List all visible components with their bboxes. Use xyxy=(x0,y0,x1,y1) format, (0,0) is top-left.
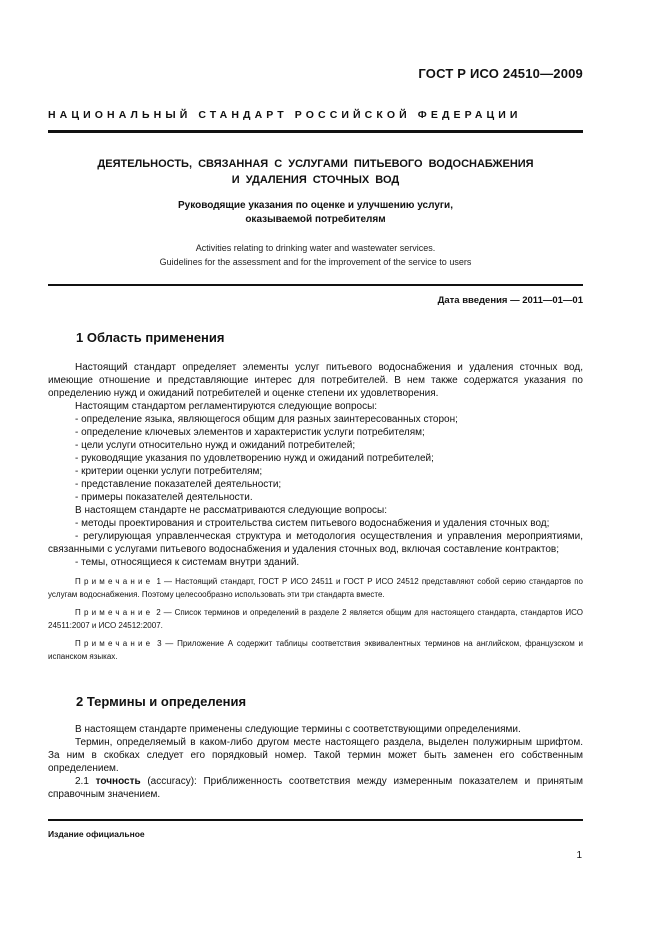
note-text: 3 — Приложение А содержит таблицы соответствия эквивалентных терминов на английском, французском и испанском языках. xyxy=(48,639,583,661)
middle-divider xyxy=(48,284,583,286)
edition-label: Издание официальное xyxy=(48,829,145,839)
top-divider xyxy=(48,130,583,133)
bottom-divider xyxy=(48,819,583,821)
term-name: точность xyxy=(95,776,141,787)
list-item: - определение ключевых элементов и характеристик услуги потребителям; xyxy=(75,427,425,438)
national-standard-banner: НАЦИОНАЛЬНЫЙ СТАНДАРТ РОССИЙСКОЙ ФЕДЕРАЦИИ xyxy=(48,109,522,121)
english-title xyxy=(48,241,583,269)
paragraph: Настоящий стандарт определяет элементы услуг питьевого водоснабжения и удаления сточных вод, имеющие отношение и представляющие интерес для потребителей. В нем также содержатся указания по определению нужд и ожиданий потребителей и оценке степени их удовлетворения. xyxy=(48,362,583,399)
term-number: 2.1 xyxy=(75,776,89,787)
note-text: 1 — Настоящий стандарт, ГОСТ Р ИСО 24511 и ГОСТ Р ИСО 24512 представляют собой серию стандартов по услугам водоснабжения. Поэтому целесообразно использовать эти три стандарта вместе. xyxy=(48,577,583,599)
paragraph: В настоящем стандарте применены следующие термины с соответствующими определениями. xyxy=(75,724,521,735)
subtitle-line-2: оказываемой потребителям xyxy=(245,214,386,225)
list-item: - представление показателей деятельности; xyxy=(75,479,282,490)
term-english: (accuracy): xyxy=(147,776,197,787)
section-2-heading: 2 Термины и определения xyxy=(76,694,247,709)
english-title-line-1: Activities relating to drinking water and wastewater services. xyxy=(195,243,436,253)
paragraph: Настоящим стандартом регламентируются следующие вопросы: xyxy=(75,401,378,412)
english-title-line-2: Guidelines for the assessment and for the improvement of the service to users xyxy=(159,257,472,267)
list-item: - цели услуги относительно нужд и ожиданий потребителей; xyxy=(75,440,356,451)
list-item: - методы проектирования и строительства систем питьевого водоснабжения и удаления сточных вод; xyxy=(75,518,550,529)
document-title xyxy=(48,156,583,188)
document-code: ГОСТ Р ИСО 24510—2009 xyxy=(418,66,583,81)
list-item: - руководящие указания по удовлетворению нужд и ожиданий потребителей; xyxy=(75,453,434,464)
paragraph: Термин, определяемый в каком-либо другом месте настоящего раздела, выделен полужирным шрифтом. За ним в скобках следует его порядковый номер. Такой термин может быть заменен его собственным определением. xyxy=(48,737,583,774)
page-number: 1 xyxy=(576,850,582,861)
note-label: Примечание xyxy=(75,608,154,617)
note-2 xyxy=(48,607,583,632)
title-line-1: ДЕЯТЕЛЬНОСТЬ, СВЯЗАННАЯ С УСЛУГАМИ ПИТЬЕВОГО ВОДОСНАБЖЕНИЯ xyxy=(97,158,534,170)
section-1-body xyxy=(48,361,583,663)
note-1 xyxy=(48,576,583,601)
section-1-heading: 1 Область применения xyxy=(76,330,225,345)
note-3 xyxy=(48,638,583,663)
note-label: Примечание xyxy=(75,577,154,586)
list-item: - критерии оценки услуги потребителям; xyxy=(75,466,263,477)
section-2-body xyxy=(48,723,583,801)
term-definition xyxy=(48,775,583,801)
title-line-2: И УДАЛЕНИЯ СТОЧНЫХ ВОД xyxy=(231,174,400,186)
document-subtitle xyxy=(48,199,583,227)
note-label: Примечание xyxy=(75,639,154,648)
paragraph: В настоящем стандарте не рассматриваются следующие вопросы: xyxy=(75,505,387,516)
note-text: 2 — Список терминов и определений в разделе 2 является общим для настоящего стандарта, стандартов ИСО 24511:2007 и ИСО 24512:2007. xyxy=(48,608,583,630)
list-item: - регулирующая управленческая структура и методология осуществления и управления мероприятиями, связанными с услугами питьевого водоснабжения и удаления сточных вод, включая составление контрактов; xyxy=(48,531,583,555)
list-item: - темы, относящиеся к системам внутри зданий. xyxy=(75,557,300,568)
list-item: - определение языка, являющегося общим для разных заинтересованных сторон; xyxy=(75,414,458,425)
subtitle-line-1: Руководящие указания по оценке и улучшению услуги, xyxy=(178,200,453,211)
list-item: - примеры показателей деятельности. xyxy=(75,492,253,503)
introduction-date: Дата введения — 2011—01—01 xyxy=(437,295,583,306)
term-text: Приближенность соответствия между измеренным показателем и принятым справочным значением. xyxy=(48,776,583,800)
